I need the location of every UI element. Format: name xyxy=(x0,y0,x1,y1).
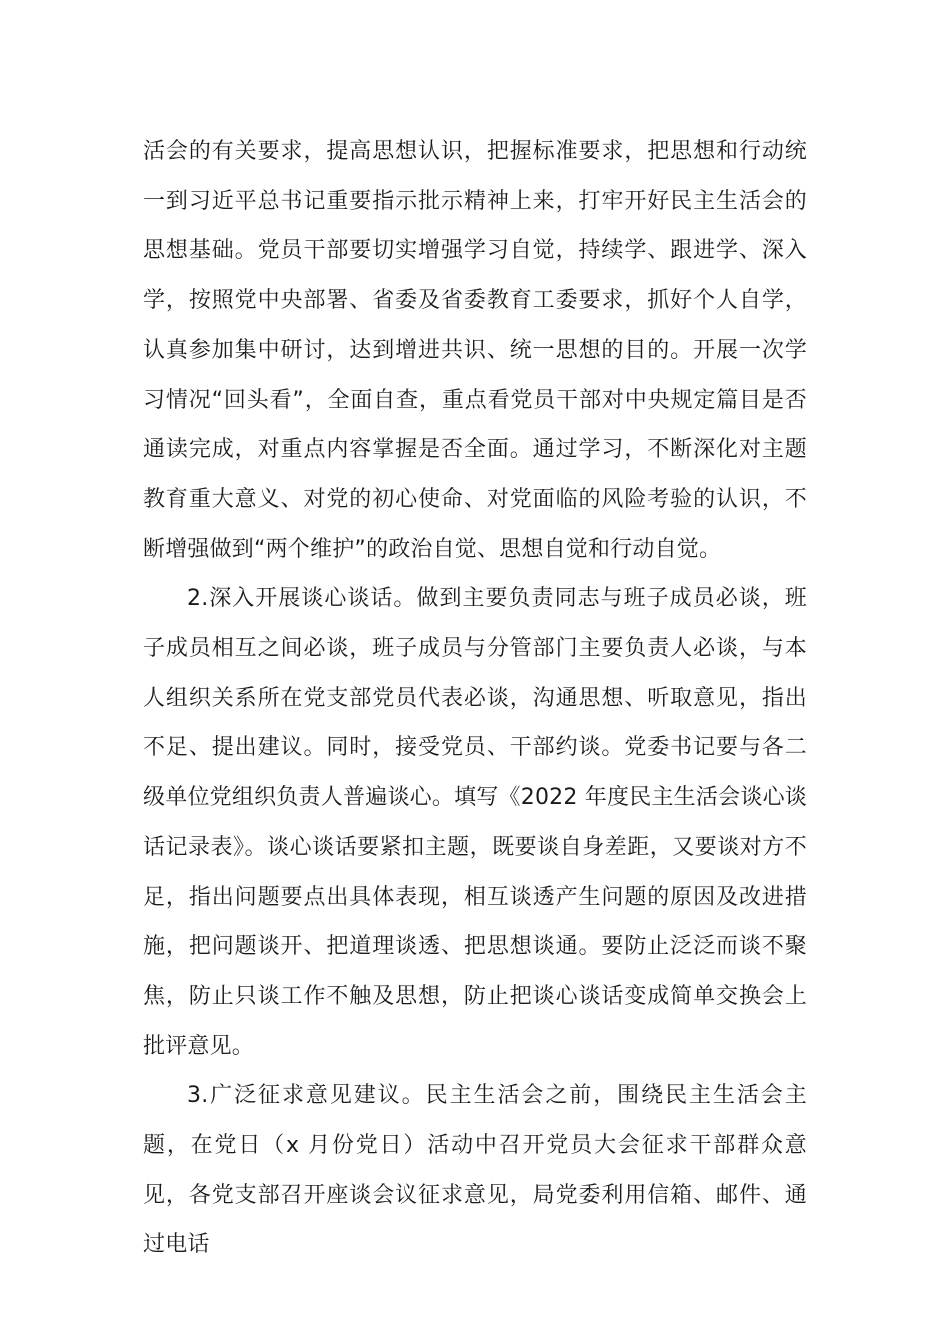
paragraph-study-continuation: 活会的有关要求，提高思想认识，把握标准要求，把思想和行动统一到习近平总书记重要指示批示精神上来，打牢开好民主生活会的思想基础。党员干部要切实增强学习自觉，持续学、跟进学、深入学，按照党中央部署、省委及省委教育工委要求，抓好个人自学，认真参加集中研讨，达到增进共识、统一思想的目的。开展一次学习情况“回头看”，全面自查，重点看党员干部对中央规定篇目是否通读完成，对重点内容掌握是否全面。通过学习，不断深化对主题教育重大意义、对党的初心使命、对党面临的风险考验的认识，不断增强做到“两个维护”的政治自觉、思想自觉和行动自觉。 xyxy=(143,139,807,562)
document-body xyxy=(143,127,807,1270)
paragraph-solicit-opinions: 3.广泛征求意见建议。民主生活会之前，围绕民主生活会主题，在党日（x 月份党日）活动中召开党员大会征求干部群众意见，各党支部召开座谈会议征求意见，局党委利用信箱、邮件、通过电话 xyxy=(143,1083,807,1258)
paragraph-heart-to-heart-talks: 2.深入开展谈心谈话。做到主要负责同志与班子成员必谈，班子成员相互之间必谈，班子成员与分管部门主要负责人必谈，与本人组织关系所在党支部党员代表必谈，沟通思想、听取意见，指出不足、提出建议。同时，接受党员、干部约谈。党委书记要与各二级单位党组织负责人普遍谈心。填写《2022 年度民主生活会谈心谈话记录表》。谈心谈话要紧扣主题，既要谈自身差距，又要谈对方不足，指出问题要点出具体表现，相互谈透产生问题的原因及改进措施，把问题谈开、把道理谈透、把思想谈通。要防止泛泛而谈不聚焦，防止只谈工作不触及思想，防止把谈心谈话变成简单交换会上批评意见。 xyxy=(143,586,807,1059)
